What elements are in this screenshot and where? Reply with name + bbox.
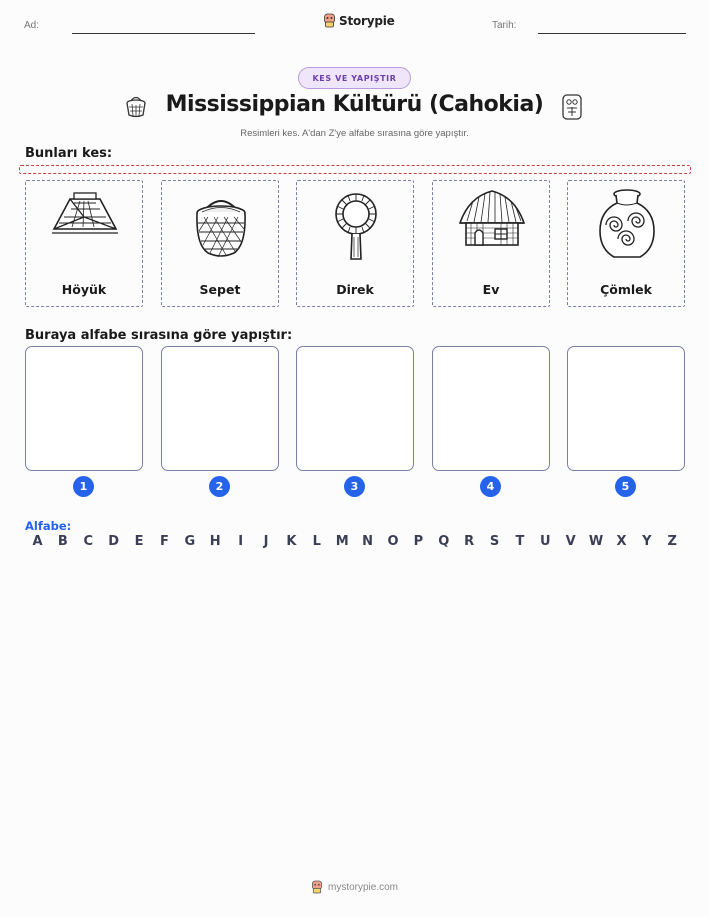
house-icon <box>457 187 527 249</box>
date-line[interactable] <box>538 33 686 34</box>
alphabet-letter: B <box>57 534 68 549</box>
alphabet-letter: I <box>238 534 244 549</box>
basket-icon <box>186 187 256 267</box>
activity-badge: KES VE YAPIŞTIR <box>298 67 411 89</box>
alphabet-letter: O <box>387 534 399 549</box>
instructions: Resimleri kes. A'dan Z'ye alfabe sırasına göre yapıştır. <box>240 128 469 139</box>
mound-icon <box>50 187 120 245</box>
number-badge-2: 2 <box>209 476 230 497</box>
alphabet-title: Alfabe: <box>25 519 72 533</box>
alphabet-letter: Z <box>667 534 677 549</box>
alphabet-letter: U <box>540 534 551 549</box>
footer-link[interactable]: mystorypie.com <box>327 881 398 893</box>
card-label: Direk <box>336 282 374 297</box>
pole-icon <box>321 187 391 267</box>
alphabet-letter: H <box>209 534 221 549</box>
alphabet-letter: F <box>160 534 169 549</box>
paste-box-1[interactable] <box>25 346 143 471</box>
cut-card-comlek[interactable] <box>567 180 685 307</box>
cut-card-hoyuk[interactable] <box>25 180 143 307</box>
alphabet-letter: G <box>184 534 196 549</box>
alphabet-letter: L <box>312 534 321 549</box>
card-label: Çömlek <box>600 282 652 297</box>
alphabet-letter: Y <box>642 534 652 549</box>
cut-heading: Bunları kes: <box>25 146 113 161</box>
number-badge-5: 5 <box>615 476 636 497</box>
storypie-mascot-icon <box>311 880 323 894</box>
alphabet-letter: M <box>335 534 349 549</box>
alphabet-letter: R <box>464 534 475 549</box>
alphabet-row <box>25 534 685 549</box>
paste-box-3[interactable] <box>296 346 414 471</box>
alphabet-letter: X <box>616 534 627 549</box>
page-title: Mississippian Kültürü (Cahokia) <box>165 92 544 117</box>
alphabet-letter: T <box>515 534 525 549</box>
paste-box-4[interactable] <box>432 346 550 471</box>
carved-tablet-icon <box>560 93 584 121</box>
date-label: Tarih: <box>492 20 517 31</box>
alphabet-letter: S <box>489 534 500 549</box>
brand-name: Storypie <box>339 13 395 28</box>
alphabet-letter: V <box>565 534 576 549</box>
paste-heading: Buraya alfabe sırasına göre yapıştır: <box>25 328 293 343</box>
alphabet-letter: P <box>413 534 424 549</box>
number-badge-1: 1 <box>73 476 94 497</box>
paste-box-2[interactable] <box>161 346 279 471</box>
alphabet-letter: D <box>108 534 120 549</box>
cut-card-direk[interactable] <box>296 180 414 307</box>
card-label: Ev <box>482 282 500 297</box>
cut-card-ev[interactable] <box>432 180 550 307</box>
alphabet-letter: K <box>286 534 297 549</box>
number-badge-3: 3 <box>344 476 365 497</box>
brand-logo <box>323 13 395 28</box>
cut-line <box>19 165 691 174</box>
alphabet-letter: N <box>362 534 374 549</box>
cut-card-sepet[interactable] <box>161 180 279 307</box>
paste-box-5[interactable] <box>567 346 685 471</box>
name-line[interactable] <box>72 33 255 34</box>
alphabet-letter: E <box>134 534 144 549</box>
card-label: Sepet <box>199 282 241 297</box>
storypie-mascot-icon <box>323 13 336 28</box>
alphabet-letter: A <box>32 534 43 549</box>
alphabet-letter: W <box>588 534 604 549</box>
alphabet-letter: Q <box>438 534 450 549</box>
alphabet-letter: C <box>83 534 94 549</box>
name-label: Ad: <box>24 20 40 31</box>
number-badge-4: 4 <box>480 476 501 497</box>
card-label: Höyük <box>61 282 107 297</box>
footer <box>0 880 709 894</box>
pot-icon <box>592 187 662 267</box>
alphabet-letter: J <box>263 534 269 549</box>
